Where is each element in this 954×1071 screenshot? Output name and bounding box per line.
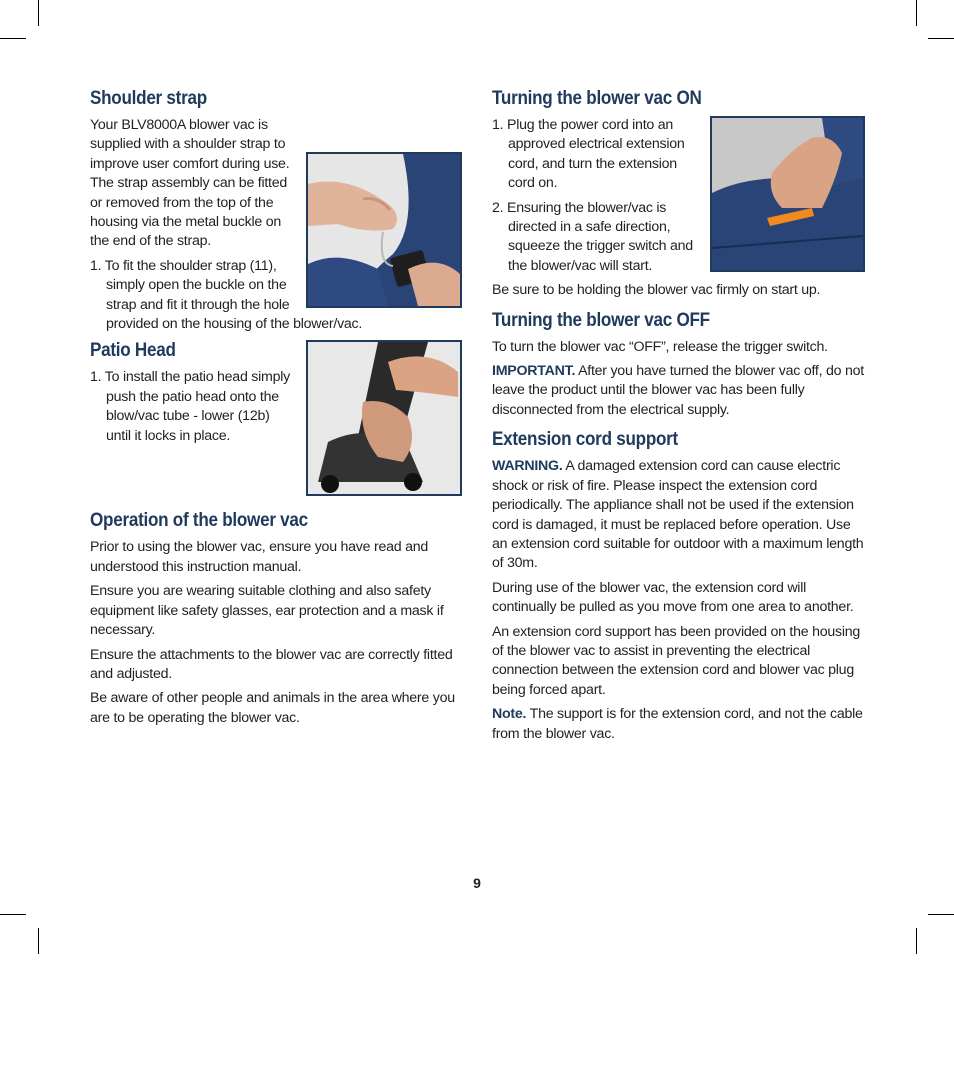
note-text: The support is for the extension cord, and not the cable from the blower vac. [492, 706, 863, 742]
important-label: IMPORTANT. [492, 363, 576, 380]
patio-head-illustration [308, 342, 460, 494]
operation-paragraph-3: Ensure the attachments to the blower vac are correctly fitted and adjusted. [90, 646, 453, 682]
warning-text: A damaged extension cord can cause electric shock or risk of fire. Please inspect the extension cord periodically. The appliance shall not be used if the extension cord is damaged, it must be replaced before operation. Use an extension cord suitable for outdoor with a maximum length of 30m. [492, 458, 864, 572]
photo-turning-on [710, 116, 865, 272]
photo-patio-head [306, 340, 462, 496]
operation-paragraph-4: Be aware of other people and animals in the area where you are to be operating the blower vac. [90, 690, 455, 726]
section-turning-on [492, 88, 865, 301]
page-number: 9 [473, 875, 481, 891]
shoulder-strap-intro: Your BLV8000A blower vac is supplied with a shoulder strap to improve user comfort during use. The strap assembly can be fitted or removed from the top of the housing via the metal buckle on the end of the strap. [90, 117, 290, 250]
trigger-switch-illustration [712, 118, 863, 270]
crop-mark [916, 0, 917, 26]
operation-paragraph-2: Ensure you are wearing suitable clothing and also safety equipment like safety glasses, ear protection and a mask if necessary. [90, 583, 444, 639]
important-text: After you have turned the blower vac off, do not leave the product until the blower vac has been fully disconnected from the electrical supply. [492, 363, 864, 418]
crop-mark [0, 914, 26, 915]
crop-mark [928, 38, 954, 39]
crop-mark [916, 928, 917, 954]
section-operation [90, 496, 462, 728]
extension-cord-warning [492, 457, 865, 573]
warning-label: WARNING. [492, 458, 563, 475]
crop-mark [38, 928, 39, 954]
heading-turning-off: Turning the blower vac OFF [492, 309, 710, 331]
extension-cord-paragraph-2: During use of the blower vac, the extension cord will continually be pulled as you move from one area to another. [492, 579, 854, 616]
extension-cord-paragraph-3: An extension cord support has been provided on the housing of the blower vac to assist in preventing the electrical connection between the extension cord and blower vac plug being forced apart. [492, 623, 861, 698]
shoulder-strap-illustration [308, 154, 460, 306]
section-shoulder-strap [90, 88, 462, 334]
section-turning-off [492, 306, 865, 421]
note-label: Note. [492, 706, 527, 723]
turning-off-important [492, 362, 865, 420]
right-column [492, 88, 865, 749]
turning-on-step-1: 1. Plug the power cord into an approved electrical extension cord, and turn the extension cord on. [492, 117, 685, 192]
heading-operation: Operation of the blower vac [90, 510, 308, 532]
patio-head-step-1: 1. To install the patio head simply push the patio head onto the blow/vac tube - lower (12b) until it locks in place. [90, 369, 290, 444]
heading-patio-head: Patio Head [90, 340, 176, 362]
heading-shoulder-strap: Shoulder strap [90, 88, 207, 109]
turning-on-step-2: 2. Ensuring the blower/vac is directed in a safe direction, squeeze the trigger switch and the blower/vac will start. [492, 199, 693, 274]
section-extension-cord [492, 425, 865, 744]
section-patio-head [90, 340, 462, 446]
crop-mark [38, 0, 39, 26]
crop-mark [0, 38, 26, 39]
left-column [90, 88, 462, 733]
crop-mark [928, 914, 954, 915]
operation-paragraph-1: Prior to using the blower vac, ensure you have read and understood this instruction manual. [90, 539, 428, 575]
heading-turning-on: Turning the blower vac ON [492, 88, 702, 109]
extension-cord-note [492, 705, 865, 744]
photo-shoulder-strap [306, 152, 462, 308]
heading-extension-cord: Extension cord support [492, 429, 678, 451]
shoulder-strap-step-1: 1. To fit the shoulder strap (11), simply open the buckle on the strap and fit it through the hole provided on the housing of the blower/vac. [90, 257, 363, 333]
turning-on-note: Be sure to be holding the blower vac firmly on start up. [492, 282, 821, 299]
turning-off-paragraph: To turn the blower vac “OFF”, release the trigger switch. [492, 338, 828, 355]
